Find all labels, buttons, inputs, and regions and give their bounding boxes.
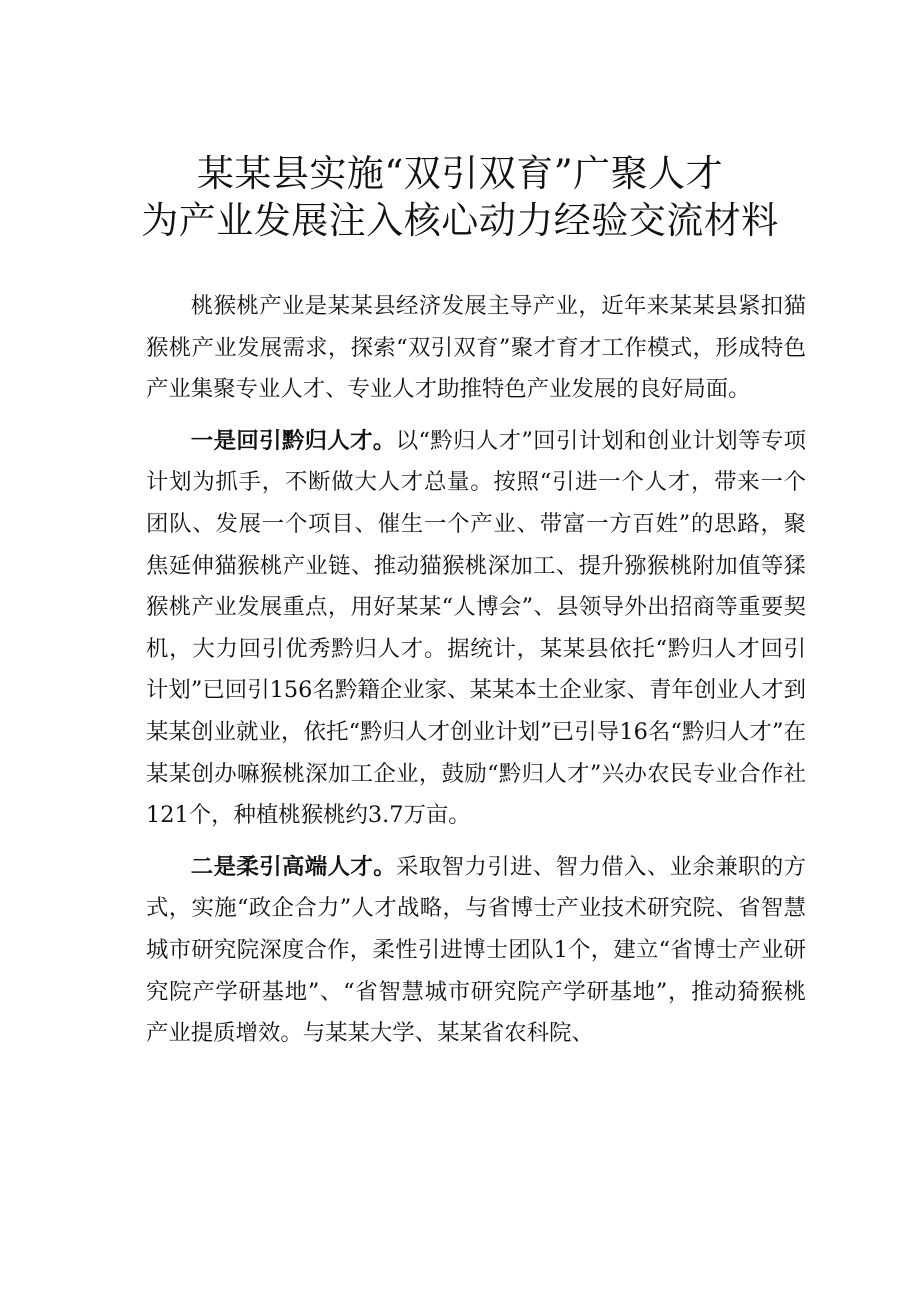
paragraph-intro <box>146 286 806 411</box>
paragraph-lead: 一是回引黔归人才。 <box>190 427 396 454</box>
title-line-2: 为产业发展注入核心动力经验交流材料 <box>141 199 779 242</box>
document-body <box>146 286 806 1065</box>
paragraph-text: 采取智力引进、智力借入、业余兼职的方式，实施“政企合力”人才战略，与省博士产业技术研究院、省智慧城市研究院深度合作，柔性引进博士团队1个，建立“省博士产业研究院产学研基地”、“省智慧城市研究院产学研基地”，推动猗猴桃产业提质增效。与某某大学、某某省农科院、 <box>146 853 807 1047</box>
paragraph-text: 桃猴桃产业是某某县经济发展主导产业，近年来某某县紧扣猫猴桃产业发展需求，探索“双引双育”聚才育才工作模式，形成特色产业集聚专业人才、专业人才助推特色产业发展的良好局面。 <box>146 293 806 403</box>
title-line-1: 某某县实施“双引双育”广聚人才 <box>196 152 724 195</box>
paragraph-text: 以“黔归人才”回引计划和创业计划等专项计划为抓手，不断做大人才总量。按照“引进一个人才，带来一个团队、发展一个项目、催生一个产业、带富一方百姓”的思路，聚焦延伸猫猴桃产业链、推动猫猴桃深加工、提升猕猴桃附加值等猱猴桃产业发展重点，用好某某“人博会”、县领导外出招商等重要契机，大力回引优秀黔归人才。据统计，某某县依托“黔归人才回引计划”已回引156名黔籍企业家、某某本土企业家、青年创业人才到某某创业就业，依托“黔归人才创业计划”已引导16名“黔归人才”在某某创办嘛猴桃深加工企业，鼓励“黔归人才”兴办农民专业合作社121个，种植桃猴桃约3.7万亩。 <box>146 427 806 829</box>
paragraph-point-2 <box>146 847 806 1055</box>
paragraph-lead: 二是柔引高端人才。 <box>190 853 397 880</box>
paragraph-point-1 <box>146 421 806 837</box>
document-title <box>60 150 860 244</box>
